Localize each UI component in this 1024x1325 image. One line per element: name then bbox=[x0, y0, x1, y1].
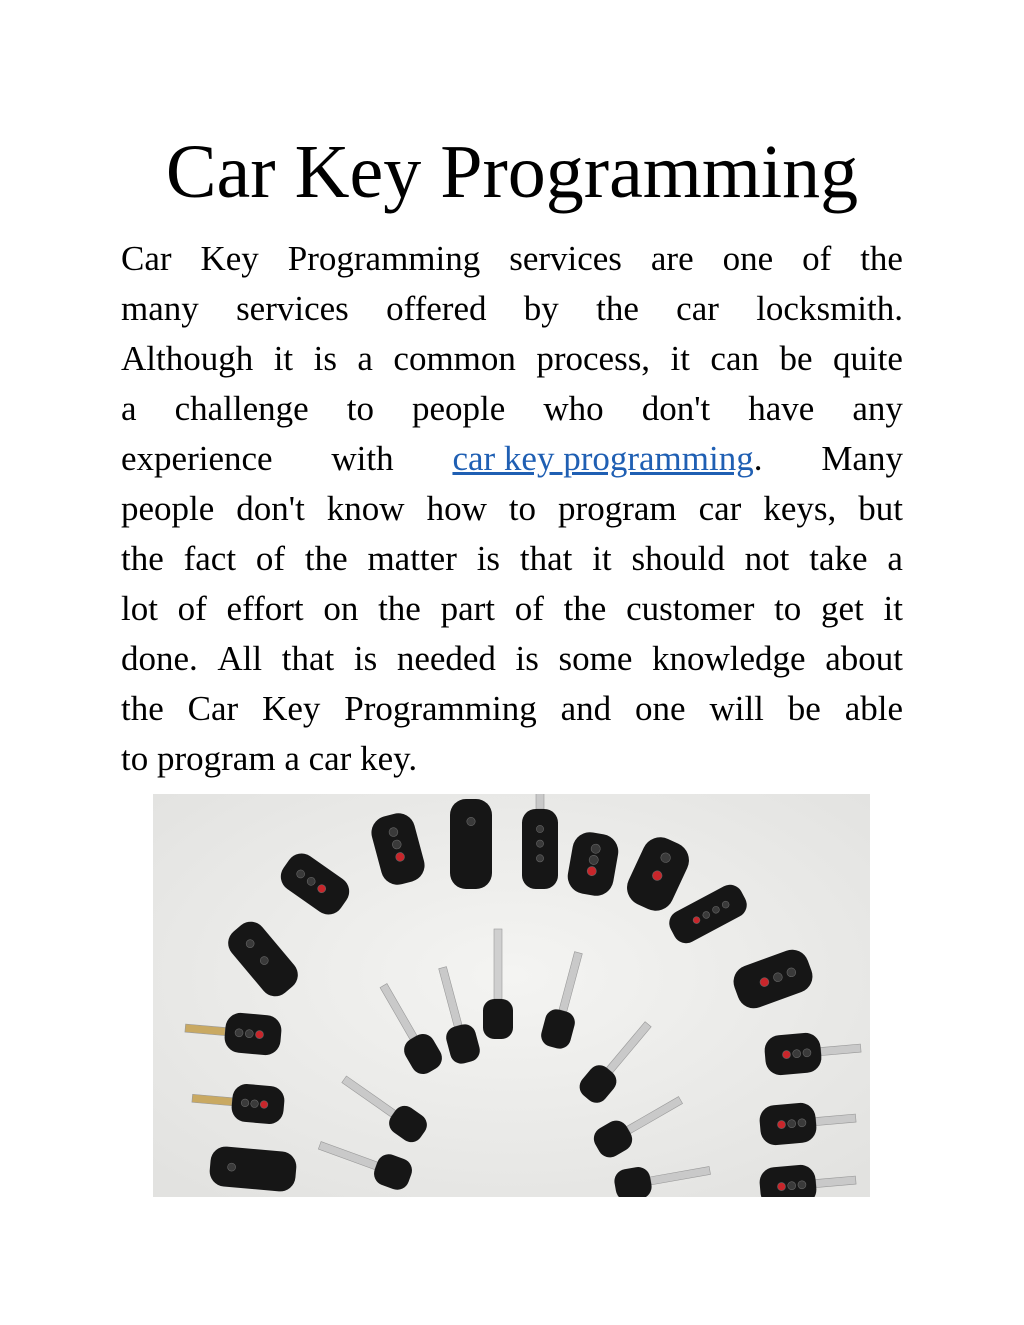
word: it bbox=[883, 589, 903, 628]
car-keys-photo bbox=[153, 794, 870, 1197]
paragraph-line bbox=[121, 534, 903, 584]
word: is bbox=[353, 639, 378, 678]
word: can bbox=[710, 339, 759, 378]
word: the bbox=[563, 589, 607, 628]
word: able bbox=[844, 689, 903, 728]
word: know bbox=[326, 489, 405, 528]
word: is bbox=[515, 639, 539, 678]
paragraph-line bbox=[121, 284, 903, 334]
word: Although bbox=[121, 339, 254, 378]
word: a bbox=[121, 389, 137, 428]
word: car bbox=[698, 489, 742, 528]
word: the bbox=[860, 239, 903, 278]
word: challenge bbox=[174, 389, 309, 428]
word: program bbox=[558, 489, 677, 528]
word: the bbox=[121, 539, 164, 578]
word: don't bbox=[236, 489, 305, 528]
word: to bbox=[121, 739, 149, 778]
word: the bbox=[304, 539, 348, 578]
key-fob bbox=[450, 799, 492, 889]
word: a bbox=[284, 739, 300, 778]
word: many bbox=[121, 289, 199, 328]
word: customer bbox=[626, 589, 755, 628]
word: are bbox=[650, 239, 694, 278]
word: locksmith. bbox=[756, 289, 903, 328]
word: part bbox=[440, 589, 495, 628]
word: lot bbox=[121, 589, 158, 628]
word: people bbox=[412, 389, 506, 428]
word: of bbox=[177, 589, 207, 628]
paragraph-line bbox=[121, 234, 903, 284]
paragraph-line bbox=[121, 484, 903, 534]
word: any bbox=[852, 389, 903, 428]
word: Car bbox=[187, 689, 239, 728]
word: about bbox=[825, 639, 903, 678]
paragraph-line bbox=[121, 384, 903, 434]
word: it bbox=[670, 339, 690, 378]
word: offered bbox=[386, 289, 487, 328]
paragraph-line bbox=[121, 634, 903, 684]
word: All bbox=[217, 639, 263, 678]
word: some bbox=[558, 639, 633, 678]
word: program bbox=[156, 739, 276, 778]
key-fob bbox=[208, 1145, 297, 1192]
paragraph-line bbox=[121, 434, 903, 484]
word: that bbox=[281, 639, 335, 678]
word: done. bbox=[121, 639, 198, 678]
word: the bbox=[596, 289, 639, 328]
word: will bbox=[709, 689, 764, 728]
word: is bbox=[476, 539, 501, 578]
word: take bbox=[809, 539, 868, 578]
word: and bbox=[560, 689, 612, 728]
word: to bbox=[508, 489, 537, 528]
word: needed bbox=[396, 639, 496, 678]
word: be bbox=[787, 689, 821, 728]
word: Car bbox=[121, 239, 172, 278]
word: one bbox=[722, 239, 774, 278]
word: keys, bbox=[763, 489, 837, 528]
body-paragraph bbox=[121, 234, 903, 784]
paragraph-line bbox=[121, 334, 903, 384]
word: is bbox=[313, 339, 337, 378]
word: fact bbox=[183, 539, 237, 578]
word: to bbox=[346, 389, 374, 428]
word: people bbox=[121, 489, 215, 528]
word: get bbox=[821, 589, 864, 628]
word: effort bbox=[226, 589, 304, 628]
word: process, bbox=[536, 339, 651, 378]
word: but bbox=[858, 489, 903, 528]
word: not bbox=[744, 539, 790, 578]
word: of bbox=[255, 539, 286, 578]
word: Key bbox=[200, 239, 259, 278]
word: by bbox=[523, 289, 559, 328]
word: Programming bbox=[344, 689, 537, 728]
word: don't bbox=[641, 389, 711, 428]
paragraph-line bbox=[121, 584, 903, 634]
word: of bbox=[802, 239, 832, 278]
word: be bbox=[779, 339, 813, 378]
word: common bbox=[393, 339, 516, 378]
word: experience bbox=[121, 439, 273, 478]
word: have bbox=[748, 389, 815, 428]
word: the bbox=[121, 689, 164, 728]
word: it bbox=[592, 539, 612, 578]
word: services bbox=[236, 289, 349, 328]
word: Many bbox=[821, 439, 903, 478]
word: Programming bbox=[287, 239, 481, 278]
word: car key programming. bbox=[452, 439, 763, 478]
word: to bbox=[774, 589, 802, 628]
page-title: Car Key Programming bbox=[165, 130, 859, 214]
word: with bbox=[331, 439, 394, 478]
word: knowledge bbox=[652, 639, 806, 678]
word: one bbox=[635, 689, 686, 728]
word: quite bbox=[832, 339, 903, 378]
word: how bbox=[426, 489, 487, 528]
word: who bbox=[543, 389, 604, 428]
word: services bbox=[509, 239, 622, 278]
word: it bbox=[273, 339, 294, 378]
word: on bbox=[323, 589, 359, 628]
word: of bbox=[514, 589, 544, 628]
car-key-programming-link[interactable]: car key programming bbox=[452, 439, 754, 478]
word: car bbox=[308, 739, 352, 778]
word: key. bbox=[360, 739, 418, 778]
word: Key bbox=[262, 689, 321, 728]
paragraph-line bbox=[121, 684, 903, 734]
word: should bbox=[631, 539, 725, 578]
word: that bbox=[519, 539, 573, 578]
word: a bbox=[887, 539, 903, 578]
word: car bbox=[676, 289, 719, 328]
word: the bbox=[378, 589, 421, 628]
paragraph-line bbox=[121, 734, 903, 784]
word: a bbox=[357, 339, 373, 378]
word: matter bbox=[367, 539, 457, 578]
